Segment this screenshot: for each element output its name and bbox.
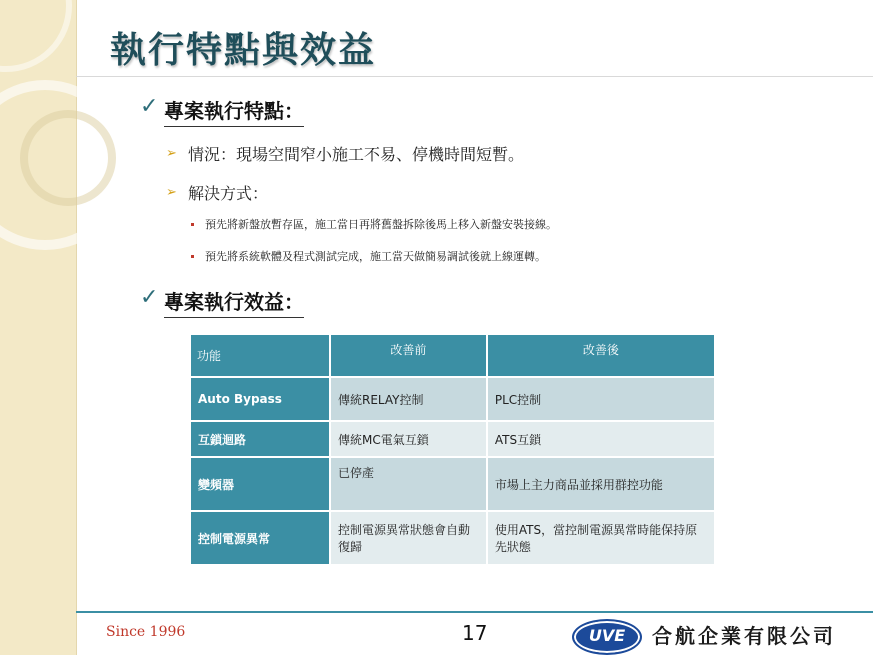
check-icon: ✓ [140,285,159,310]
since-label: Since 1996 [106,624,186,640]
table-cell-after: 市場上主力商品並採用群控功能 [487,457,715,511]
page-number: 17 [462,621,488,645]
logo-text: UVE [588,626,626,645]
solution-item: 預先將新盤放暫存區，施工當日再將舊盤拆除後馬上移入新盤安裝接線。 [205,218,557,231]
table-row [190,457,715,511]
solution-item: 預先將系統軟體及程式測試完成，施工當天做簡易調試後就上線運轉。 [205,250,546,263]
arrow-bullet-icon: ➢ [166,146,177,161]
table-cell-after: PLC控制 [487,377,715,421]
table-cell-before: 控制電源異常狀態會自動復歸 [330,511,487,565]
check-icon: ✓ [140,94,159,119]
table-row [190,377,715,421]
table-header-row [190,334,715,377]
square-bullet-icon [191,255,194,258]
arrow-bullet-icon: ➢ [166,185,177,200]
solution-label: 解決方式： [188,184,269,203]
table-row [190,421,715,457]
table-cell-feature: 控制電源異常 [190,511,330,565]
table-header: 改善後 [487,334,715,377]
table-cell-after: ATS互鎖 [487,421,715,457]
company-name: 合航企業有限公司 [652,624,836,648]
comparison-table [189,333,716,566]
table-cell-feature: 互鎖迴路 [190,421,330,457]
table-cell-before: 傳統MC電氣互鎖 [330,421,487,457]
table-header: 改善前 [330,334,487,377]
title-divider [76,76,873,77]
decorative-circle-small [20,110,116,206]
table-cell-before: 傳統RELAY控制 [330,377,487,421]
square-bullet-icon [191,223,194,226]
page-title: 執行特點與效益 [110,30,377,71]
table-cell-feature: 變頻器 [190,457,330,511]
situation-text: 情況：現場空間窄小施工不易、停機時間短暫。 [188,145,525,164]
table-cell-feature: Auto Bypass [190,377,330,421]
section2-heading: 專案執行效益： [164,286,304,318]
section1-heading: 專案執行特點： [164,95,304,127]
table-header: 功能 [190,334,330,377]
company-logo [572,619,642,655]
table-cell-before: 已停產 [330,457,487,511]
table-cell-after: 使用ATS，當控制電源異常時能保持原先狀態 [487,511,715,565]
footer-divider [76,611,873,613]
table-row [190,511,715,565]
